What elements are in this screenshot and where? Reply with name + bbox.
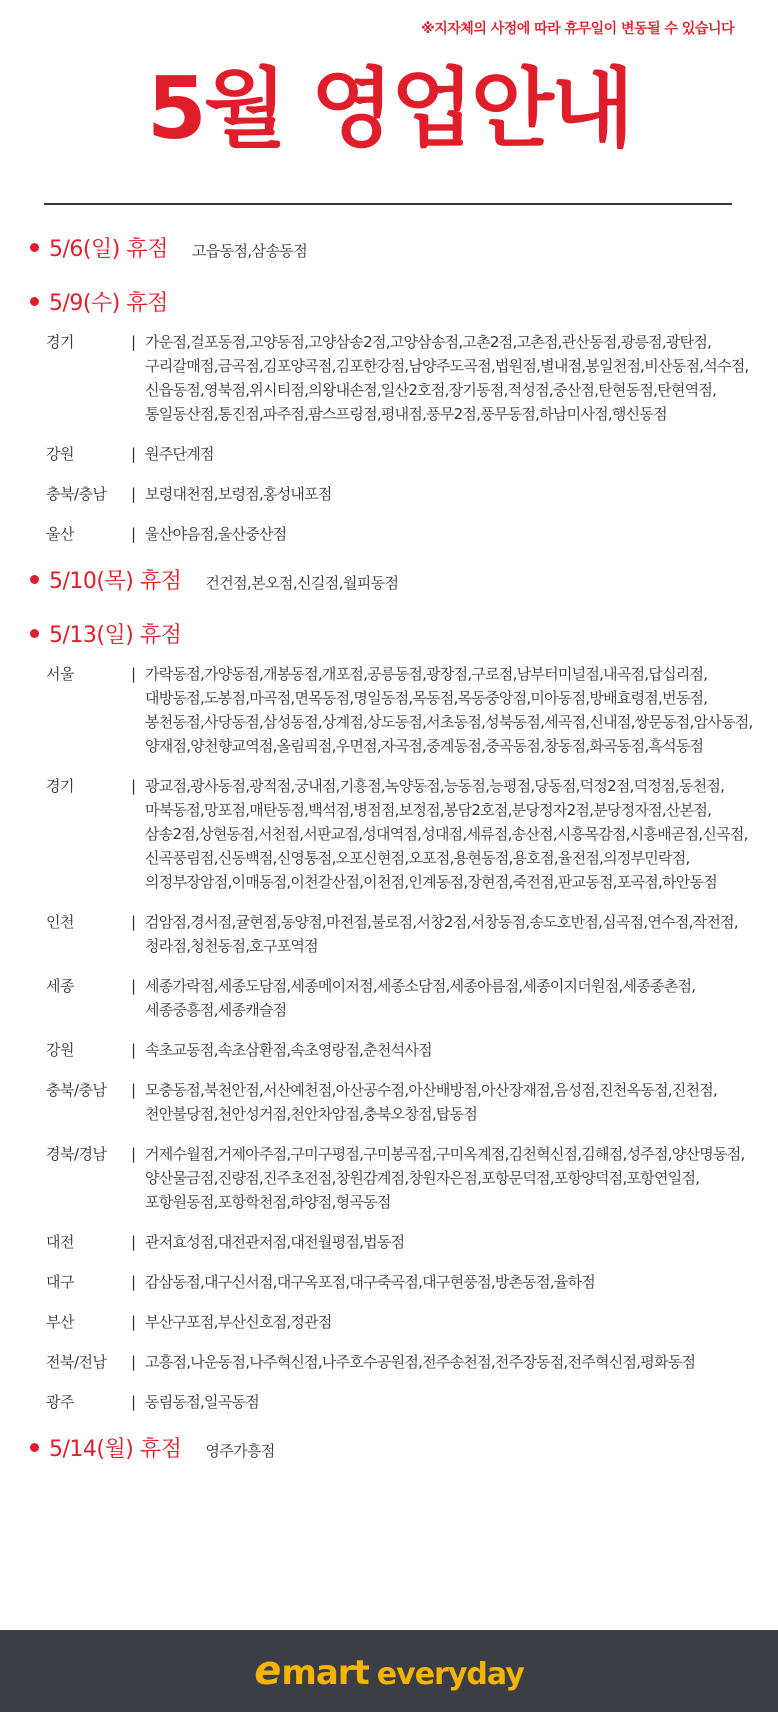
region-stores: 가락동점,가양동점,개봉동점,개포점,공릉동점,광장점,구로점,남부터미널점,내곡점,답십리점,대방동점,도봉점,마곡점,면목동점,명일동점,목동점,목동중앙점,미아동점,방배효령점,번동점,봉천동점,사당동점,삼성동점,상계점,상도동점,서초동점,성북동점,세곡점,신내점,쌍문동점,암사동점,양재점,양천향교역점,올림픽점,우면점,자곡점,중계동점,중곡동점,창동점,화곡동점,흑석동점	[145, 665, 753, 755]
separator: |	[131, 1393, 137, 1411]
region-list	[30, 662, 765, 1414]
region-stores: 원주단계점	[145, 445, 214, 463]
closure-section	[30, 1432, 765, 1468]
region-list	[30, 330, 765, 546]
region-name: 부산	[46, 1313, 74, 1331]
region-name: 전북/전남	[46, 1353, 107, 1371]
separator: |	[131, 913, 137, 931]
separator: |	[131, 1353, 137, 1371]
logo-e: e	[254, 1648, 282, 1694]
section-date: 5/6(일) 휴점	[49, 237, 168, 262]
separator: |	[131, 665, 137, 683]
region-name: 대전	[46, 1233, 74, 1251]
section-header	[30, 232, 765, 268]
section-date: 5/9(수) 휴점	[49, 291, 168, 316]
section-stores: 고읍동점,삼송동점	[191, 242, 308, 260]
section-stores: 영주가흥점	[205, 1442, 275, 1460]
region-row	[30, 1270, 765, 1294]
region-name: 경기	[46, 777, 74, 795]
region-stores: 가운점,걸포동점,고양동점,고양삼송2점,고양삼송점,고촌2점,고촌점,관산동점,광릉점,광탄점,구리갈매점,금곡점,김포양곡점,김포한강점,남양주도곡점,법원점,별내점,봉일천점,비산동점,석수점,신읍동점,영북점,위시티점,의왕내손점,일산2호점,장기동점,적성점,중산점,탄현동점,탄현역점,통일동산점,통진점,파주점,팜스프링점,평내점,풍무2점,풍무동점,하남미사점,행신동점	[145, 333, 749, 423]
region-name: 충북/충남	[46, 1081, 107, 1099]
section-header	[30, 1432, 765, 1468]
region-stores: 속초교동점,속초삼환점,속초영랑점,춘천석사점	[145, 1041, 432, 1059]
separator: |	[131, 1273, 137, 1291]
logo-mart: mart	[281, 1653, 369, 1693]
separator: |	[131, 333, 137, 351]
region-row	[30, 1038, 765, 1062]
region-row	[30, 774, 765, 894]
region-stores: 고흥점,나운동점,나주혁신점,나주호수공원점,전주송천점,전주장동점,전주혁신점,평화동점	[145, 1353, 696, 1371]
page-title: 5월 영업안내	[146, 59, 632, 159]
region-stores: 광교점,광사동점,광적점,궁내점,기흥점,녹양동점,능동점,능평점,당동점,덕정2점,덕정점,동천점,마북동점,망포점,매탄동점,백석점,병점점,보정점,봉담2호점,분당정자2점,분당정자점,산본점,삼송2점,상현동점,서천점,서판교점,성대역점,성대점,세류점,송산점,시흥목감점,시흥배곧점,신곡점,신곡풍림점,신동백점,신영통점,오포신현점,오포점,용현동점,용호점,율전점,의정부민락점,의정부장암점,이매동점,이천갈산점,이천점,인계동점,장현점,죽전점,판교동점,포곡점,하안동점	[145, 777, 748, 891]
section-date: 5/10(목) 휴점	[49, 569, 182, 594]
region-name: 충북/충남	[46, 485, 107, 503]
region-stores: 부산구포점,부산신호점,정관점	[145, 1313, 332, 1331]
region-stores: 검암점,경서점,귤현점,동양점,마전점,불로점,서창2점,서창동점,송도호반점,심곡점,연수점,작전점,청라점,청천동점,호구포역점	[145, 913, 738, 955]
region-stores: 모충동점,북천안점,서산예천점,아산공수점,아산배방점,아산장재점,음성점,진천옥동점,진천점,천안불당점,천안성거점,천안차암점,충북오창점,탑동점	[145, 1081, 718, 1123]
region-row	[30, 1078, 765, 1126]
separator: |	[131, 485, 137, 503]
region-stores: 보령대천점,보령점,홍성내포점	[145, 485, 332, 503]
emart-everyday-logo	[254, 1648, 524, 1694]
section-header	[30, 618, 765, 654]
region-row	[30, 662, 765, 758]
section-date: 5/13(일) 휴점	[49, 623, 182, 648]
region-stores: 거제수월점,거제아주점,구미구평점,구미봉곡점,구미옥계점,김천혁신점,김해점,성주점,양산명동점,양산물금점,진량점,진주초전점,창원감계점,창원자은점,포항문덕점,포항양덕점,포항연일점,포항원동점,포항학천점,하양점,형곡동점	[145, 1145, 745, 1211]
closure-section	[30, 232, 765, 268]
region-row	[30, 1142, 765, 1214]
section-header	[30, 286, 765, 322]
region-row	[30, 1390, 765, 1414]
closure-section	[30, 286, 765, 546]
region-row	[30, 1350, 765, 1374]
separator: |	[131, 445, 137, 463]
region-stores: 관저효성점,대전관저점,대전월평점,법동점	[145, 1233, 405, 1251]
region-name: 광주	[46, 1393, 74, 1411]
section-date: 5/14(월) 휴점	[49, 1437, 182, 1462]
section-header	[30, 564, 765, 600]
region-row	[30, 910, 765, 958]
region-name: 경기	[46, 333, 74, 351]
separator: |	[131, 1233, 137, 1251]
separator: |	[131, 1081, 137, 1099]
region-row	[30, 482, 765, 506]
separator: |	[131, 525, 137, 543]
region-stores: 울산야음점,울산중산점	[145, 525, 287, 543]
separator: |	[131, 977, 137, 995]
bullet-icon	[30, 243, 39, 252]
region-row	[30, 1310, 765, 1334]
region-name: 울산	[46, 525, 74, 543]
closure-section	[30, 618, 765, 1414]
bullet-icon	[30, 575, 39, 584]
region-name: 강원	[46, 1041, 74, 1059]
separator: |	[131, 1313, 137, 1331]
region-row	[30, 522, 765, 546]
region-name: 서울	[46, 665, 74, 683]
region-name: 인천	[46, 913, 74, 931]
footer-banner	[0, 1630, 778, 1712]
region-stores: 세종가락점,세종도담점,세종메이저점,세종소담점,세종아름점,세종이지더원점,세종종촌점,세종중흥점,세종캐슬점	[145, 977, 696, 1019]
closure-section	[30, 564, 765, 600]
region-stores: 동림동점,일곡동점	[145, 1393, 259, 1411]
separator: |	[131, 1041, 137, 1059]
region-name: 세종	[46, 977, 74, 995]
region-stores: 감삼동점,대구신서점,대구옥포점,대구죽곡점,대구현풍점,방촌동점,율하점	[145, 1273, 596, 1291]
separator: |	[131, 777, 137, 795]
region-row	[30, 330, 765, 426]
region-name: 강원	[46, 445, 74, 463]
region-row	[30, 442, 765, 466]
region-row	[30, 1230, 765, 1254]
region-name: 경북/경남	[46, 1145, 107, 1163]
title-divider	[44, 203, 732, 205]
separator: |	[131, 1145, 137, 1163]
bullet-icon	[30, 297, 39, 306]
closure-schedule	[30, 232, 765, 1486]
bullet-icon	[30, 1443, 39, 1452]
notice-text: ※지자체의 사정에 따라 휴무일이 변동될 수 있습니다	[421, 21, 734, 37]
bullet-icon	[30, 629, 39, 638]
section-stores: 건건점,본오점,신길점,월피동점	[205, 574, 399, 592]
region-row	[30, 974, 765, 1022]
logo-everyday: everyday	[376, 1657, 524, 1692]
region-name: 대구	[46, 1273, 74, 1291]
